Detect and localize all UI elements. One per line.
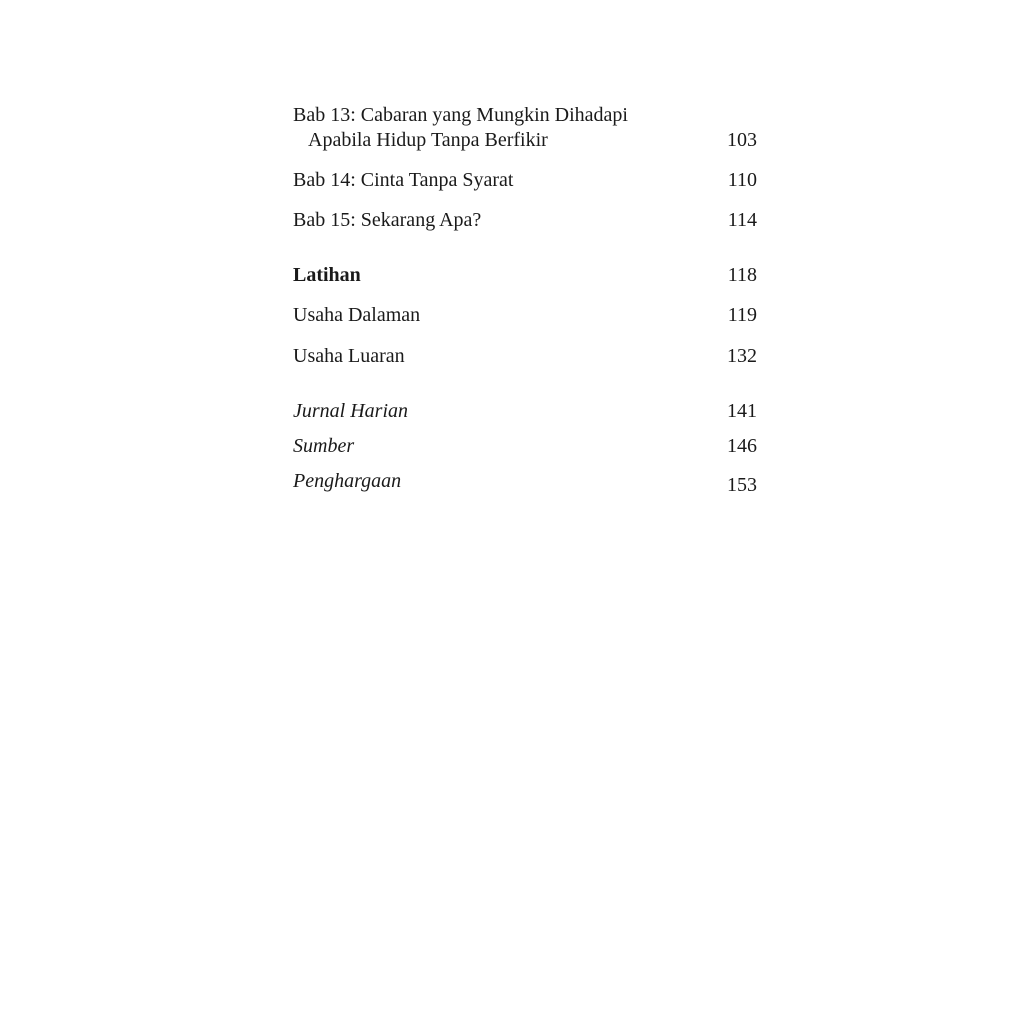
toc-entry-bab-13-line-1 — [293, 102, 757, 128]
toc-entry-title: Sumber — [293, 435, 355, 457]
toc-entry-title: Jurnal Harian — [293, 400, 408, 422]
toc-entry-page-number: 141 — [727, 400, 757, 422]
toc-entry-bab-15 — [293, 207, 757, 233]
toc-entry-title: Penghargaan — [293, 470, 402, 492]
toc-entry-latihan — [293, 262, 757, 288]
toc-entry-sumber — [293, 433, 757, 459]
toc-entry-page-number: 118 — [727, 264, 757, 286]
toc-entry-page-number: 103 — [727, 129, 757, 151]
toc-section-heading: Latihan — [293, 264, 361, 286]
toc-entry-bab-14 — [293, 167, 757, 193]
toc-entry-page-number: 119 — [727, 304, 757, 326]
toc-entry-page-number: 110 — [727, 169, 757, 191]
toc-entry-page-number: 153 — [727, 474, 757, 496]
toc-entry-title: Bab 15: Sekarang Apa? — [293, 209, 482, 231]
toc-entry-page-number: 132 — [727, 345, 757, 367]
toc-entry-usaha-dalaman — [293, 302, 757, 328]
toc-entry-title: Usaha Luaran — [293, 345, 405, 367]
toc-entry-title: Bab 13: Cabaran yang Mungkin Dihadapi — [293, 104, 628, 126]
toc-entry-title: Bab 14: Cinta Tanpa Syarat — [293, 169, 514, 191]
toc-entry-page-number: 114 — [727, 209, 757, 231]
toc-entry-page-number: 146 — [727, 435, 757, 457]
toc-entry-title: Apabila Hidup Tanpa Berfikir — [308, 129, 548, 151]
toc-entry-title: Usaha Dalaman — [293, 304, 421, 326]
toc-entry-jurnal-harian — [293, 398, 757, 424]
toc-entry-usaha-luaran — [293, 343, 757, 369]
toc-entry-penghargaan — [293, 468, 757, 494]
toc-entry-bab-13-line-2 — [293, 127, 757, 153]
